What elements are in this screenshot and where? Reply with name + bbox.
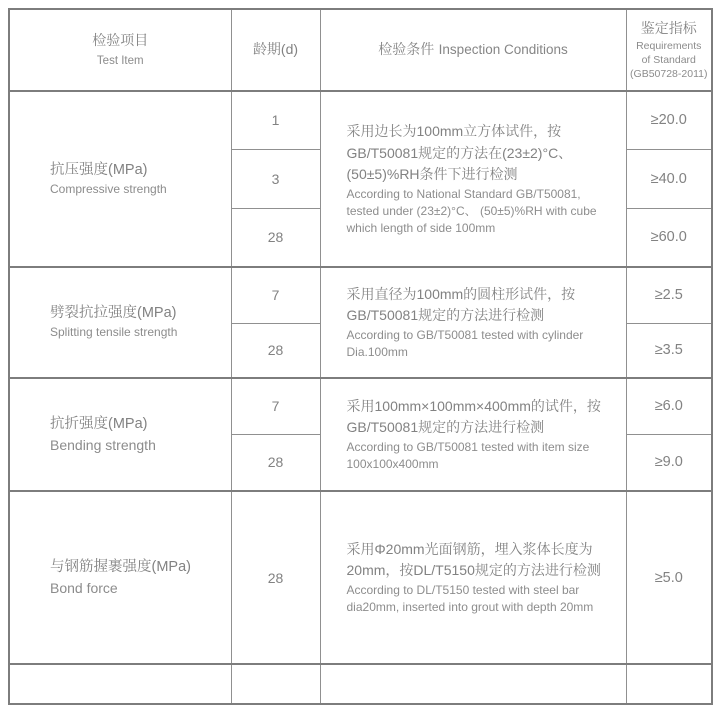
age-value: 3 <box>231 149 320 208</box>
inspection-standards-table <box>8 8 713 705</box>
header-test-item-en: Test Item <box>96 54 144 67</box>
age-value: 7 <box>231 267 320 323</box>
condition-en: According to GB/T50081 tested with cylinder Dia.100mm <box>346 328 584 360</box>
header-requirements-en: Requirements of Standard <box>636 40 702 66</box>
condition-en: According to GB/T50081 tested with item size 100x100x400mm <box>346 440 590 472</box>
condition-zh: 采用边长为100mm立方体试件，按GB/T50081规定的方法在(23±2)°C、(50±5)%RH条件下进行检测 <box>346 122 573 183</box>
condition-zh: 采用Φ20mm光面钢筋，埋入浆体长度为20mm，按DL/T5150规定的方法进行检测 <box>346 540 601 579</box>
header-requirements <box>626 9 712 91</box>
item-en: Splitting tensile strength <box>50 325 178 340</box>
header-conditions <box>320 9 626 91</box>
item-zh: 与钢筋握裹强度(MPa) <box>50 558 191 575</box>
requirement-value: ≥40.0 <box>626 149 712 208</box>
table-row <box>9 91 712 149</box>
age-value: 28 <box>231 434 320 491</box>
requirement-value: ≥9.0 <box>626 434 712 491</box>
empty-cell <box>320 664 626 704</box>
table-row <box>9 267 712 323</box>
empty-cell <box>626 664 712 704</box>
condition-en: According to DL/T5150 tested with steel bar dia20mm, inserted into grout with depth 20mm <box>346 583 594 615</box>
header-test-item <box>9 9 231 91</box>
header-test-item-zh: 检验项目 <box>92 31 149 48</box>
test-item-bending <box>9 378 231 491</box>
item-zh: 劈裂抗拉强度(MPa) <box>50 305 177 322</box>
condition-zh: 采用100mm×100mm×400mm的试件，按GB/T50081规定的方法进行检测 <box>346 397 601 436</box>
header-age-label: 龄期(d) <box>252 41 299 58</box>
header-age <box>231 9 320 91</box>
test-item-splitting <box>9 267 231 378</box>
empty-cell <box>9 664 231 704</box>
requirement-value: ≥60.0 <box>626 208 712 267</box>
condition-en: According to National Standard GB/T50081, tested under (23±2)°C、 (50±5)%RH with cube which length of side 100mm <box>346 186 597 236</box>
condition-splitting <box>320 267 626 378</box>
table-row-partial <box>9 664 712 704</box>
header-row <box>9 9 712 91</box>
requirement-value: ≥3.5 <box>626 323 712 378</box>
test-item-bond <box>9 491 231 664</box>
condition-zh: 采用直径为100mm的圆柱形试件，按GB/T50081规定的方法进行检测 <box>346 285 576 324</box>
table-row <box>9 491 712 664</box>
requirement-value: ≥6.0 <box>626 378 712 434</box>
condition-bond <box>320 491 626 664</box>
age-value: 28 <box>231 323 320 378</box>
requirement-value: ≥20.0 <box>626 91 712 149</box>
age-value: 28 <box>231 208 320 267</box>
condition-compressive <box>320 91 626 267</box>
age-value: 7 <box>231 378 320 434</box>
header-requirements-zh: 鉴定指标 <box>640 19 697 36</box>
header-conditions-en: Inspection Conditions <box>438 42 568 58</box>
age-value: 28 <box>231 491 320 664</box>
age-value: 1 <box>231 91 320 149</box>
item-en: Compressive strength <box>50 181 167 196</box>
item-en: Bond force <box>50 579 118 596</box>
requirement-value: ≥2.5 <box>626 267 712 323</box>
requirement-value: ≥5.0 <box>626 491 712 664</box>
empty-cell <box>231 664 320 704</box>
item-zh: 抗折强度(MPa) <box>50 415 148 432</box>
item-zh: 抗压强度(MPa) <box>50 161 148 178</box>
header-conditions-zh: 检验条件 <box>378 41 435 58</box>
item-en: Bending strength <box>50 436 156 453</box>
test-item-compressive <box>9 91 231 267</box>
header-requirements-standard: (GB50728-2011) <box>630 67 708 80</box>
condition-bending <box>320 378 626 491</box>
table-row <box>9 378 712 434</box>
